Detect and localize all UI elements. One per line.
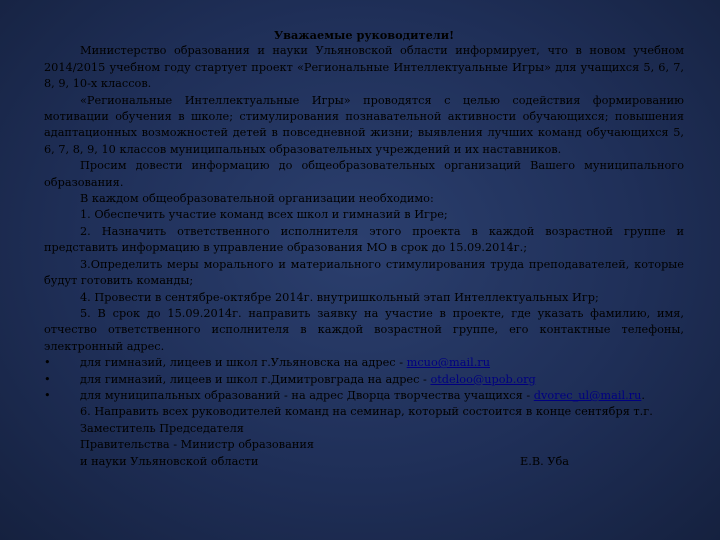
requirement-2: 2. Назначить ответственного исполнителя этого проекта в каждой возрастной группе и представить информацию в управление образования МО в срок до 15.09.2014г.;	[44, 224, 684, 255]
paragraph-intro: Министерство образования и науки Ульяновской области информирует, что в новом учебном 2014/2015 учебном году стартует проект «Региональные Интеллектуальные Игры» для учащихся 5, 6, 7, 8, 9, 10-х классов.	[44, 44, 684, 91]
bullet-dimitrovgrad	[44, 372, 684, 388]
letter-body	[44, 27, 684, 470]
bullet-text: для гимназий, лицеев и школ г.Димитровграда на адрес -	[80, 372, 431, 386]
signature-row	[44, 454, 684, 470]
email-link-dvorec[interactable]: dvorec_ul@mail.ru	[533, 388, 642, 402]
bullet-ulyanovsk	[44, 355, 684, 371]
bullet-marker: •	[44, 356, 51, 370]
bullet-municipal	[44, 388, 684, 404]
signature-position-2: Правительства - Министр образования	[80, 438, 315, 452]
email-link-mcuo[interactable]: mcuo@mail.ru	[406, 356, 490, 370]
paragraph-request: Просим довести информацию до общеобразовательных организаций Вашего муниципального образования.	[44, 159, 684, 189]
bullet-marker: •	[44, 372, 51, 386]
signature-position-1: Заместитель Председателя	[80, 421, 244, 435]
paragraph-goals: «Региональные Интеллектуальные Игры» проводятся с целью содействия формированию мотивации обучения в школе; стимулирования познавательной активности обучающихся; повышения адаптационных возможностей детей в повседневной жизни; выявления лучших команд обучающихся 5, 6, 7, 8, 9, 10 классов муниципальных образовательных учреждений и их наставников.	[44, 93, 684, 156]
requirement-5: 5. В срок до 15.09.2014г. направить заявку на участие в проекте, где указать фамилию, имя, отчество ответственного исполнителя в каждой возрастной группе, его контактные телефоны, электронный адрес.	[44, 306, 684, 353]
bullet-marker: •	[44, 388, 51, 402]
paragraph-requirements-intro: В каждом общеобразовательной организации необходимо:	[80, 192, 434, 206]
requirement-6: 6. Направить всех руководителей команд на семинар, который состоится в конце сентября т.г.	[80, 405, 653, 419]
email-link-otdeloo[interactable]: otdeloo@upob.org	[430, 372, 536, 386]
bullet-tail: .	[641, 388, 645, 402]
signature-name: Е.В. Уба	[520, 454, 570, 468]
requirement-1: 1. Обеспечить участие команд всех школ и гимназий в Игре;	[80, 208, 448, 222]
bullet-text: для гимназий, лицеев и школ г.Ульяновска на адрес -	[80, 356, 407, 370]
requirement-4: 4. Провести в сентябре-октябре 2014г. внутришкольный этап Интеллектуальных Игр;	[80, 290, 599, 304]
bullet-text: для муниципальных образований - на адрес Дворца творчества учащихся -	[80, 388, 534, 402]
signature-position-3: и науки Ульяновской области	[80, 454, 259, 468]
letter-title: Уважаемые руководители!	[273, 28, 455, 42]
requirement-3: 3.Определить меры морального и материального стимулирования труда преподавателей, которые будут готовить команды;	[44, 257, 684, 288]
